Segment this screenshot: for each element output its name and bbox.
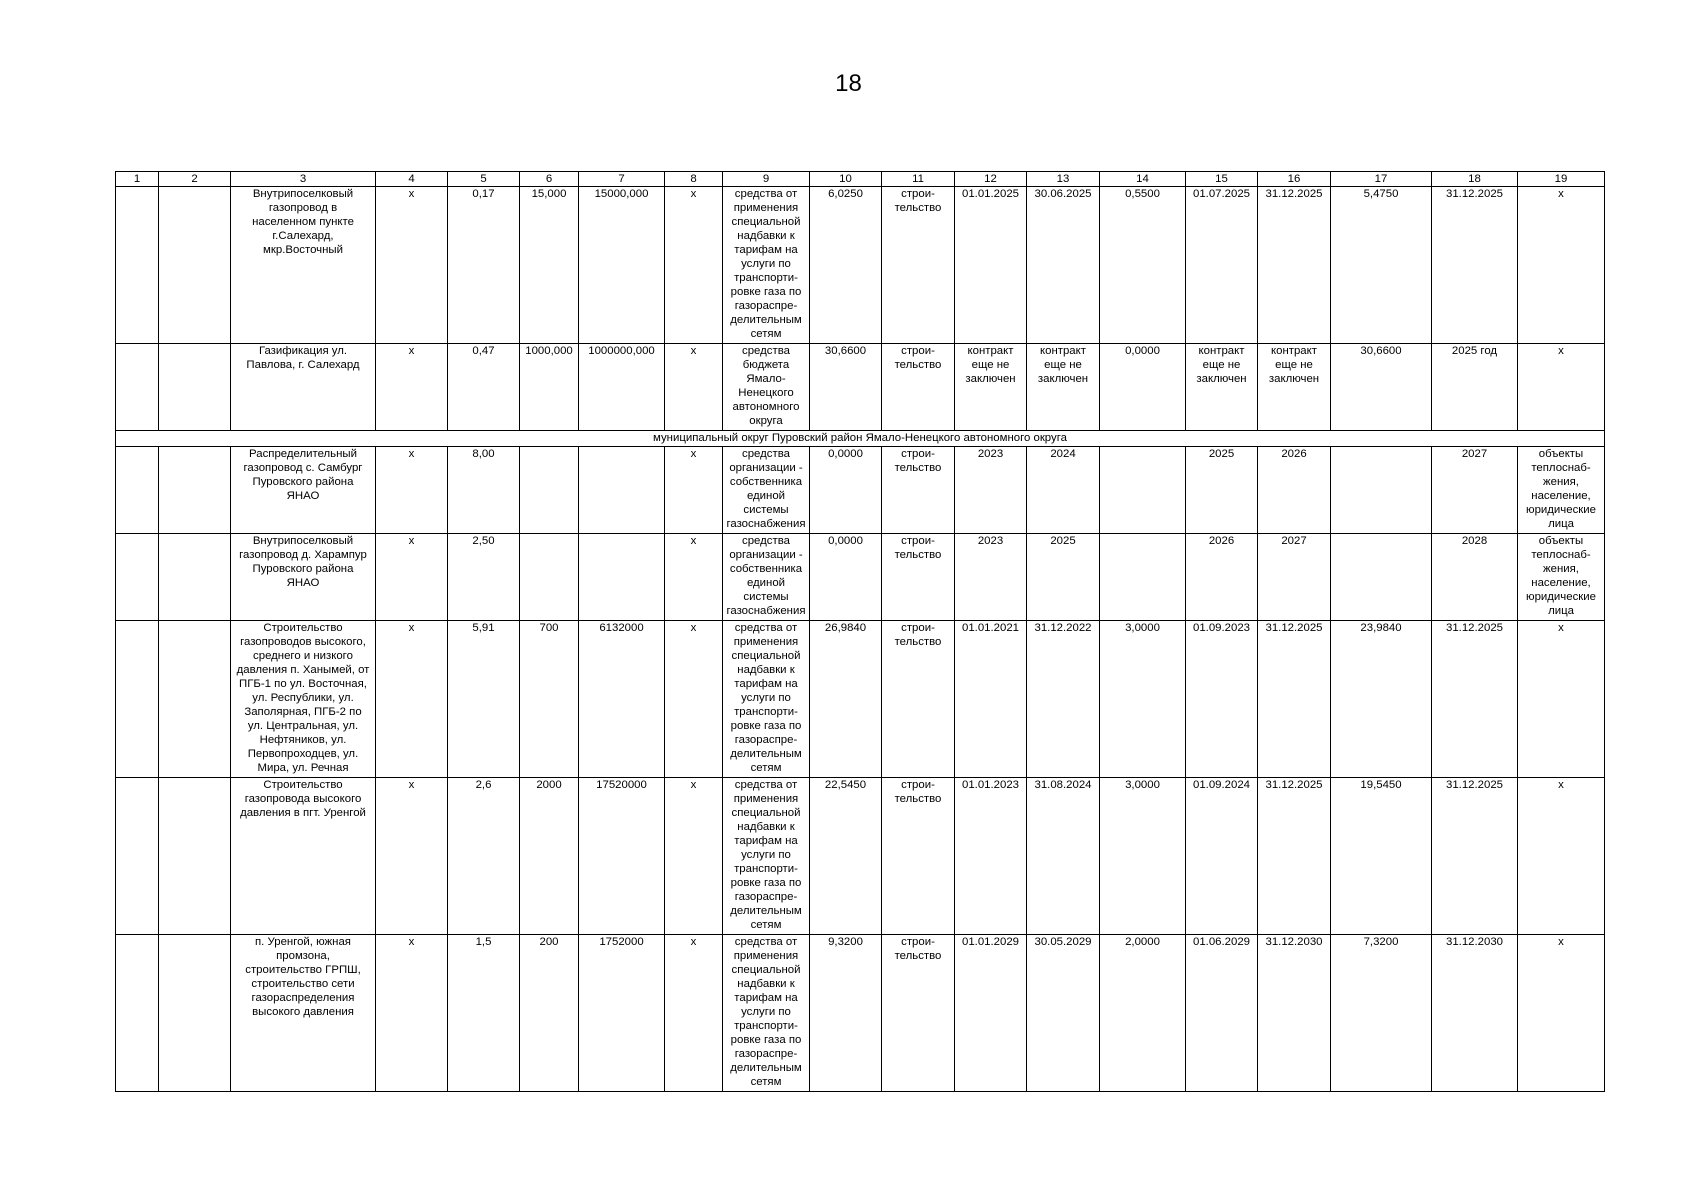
table-cell: контракт еще не заключен	[1258, 344, 1331, 431]
table-cell	[1100, 447, 1186, 534]
column-number-cell: 5	[448, 172, 520, 187]
column-number-cell: 16	[1258, 172, 1331, 187]
table-cell: x	[665, 778, 723, 935]
table-cell: 31.12.2025	[1258, 778, 1331, 935]
table-cell: 01.01.2023	[955, 778, 1027, 935]
table-cell: 3,0000	[1100, 621, 1186, 778]
table-cell: средства бюджета Ямало- Ненецкого автономного округа	[723, 344, 810, 431]
table-cell	[159, 778, 231, 935]
table-cell: 2000	[520, 778, 579, 935]
table-cell: 1752000	[579, 935, 665, 1092]
table-cell: строи- тельство	[882, 935, 955, 1092]
table-cell: 5,91	[448, 621, 520, 778]
table-cell: п. Уренгой, южная промзона, строительство ГРПШ, строительство сети газораспределения высокого давления	[231, 935, 376, 1092]
table-cell: 2025	[1027, 534, 1100, 621]
table-cell: 31.12.2025	[1258, 621, 1331, 778]
table-row	[116, 534, 1605, 621]
table-cell: 01.09.2023	[1186, 621, 1258, 778]
column-number-cell: 7	[579, 172, 665, 187]
table-cell: 31.12.2025	[1432, 621, 1518, 778]
table-cell: x	[665, 447, 723, 534]
table-cell	[159, 447, 231, 534]
table-cell: Строительство газопроводов высокого, среднего и низкого давления п. Ханымей, от ПГБ-1 по ул. Восточная, ул. Республики, ул. Заполярная, ПГБ-2 по ул. Центральная, ул. Нефтяников, ул. Первопроходцев, ул. Мира, ул. Речная	[231, 621, 376, 778]
table-cell: 30.06.2025	[1027, 187, 1100, 344]
table-cell: 2024	[1027, 447, 1100, 534]
table-cell: 2,50	[448, 534, 520, 621]
table-cell: контракт еще не заключен	[955, 344, 1027, 431]
table-cell: средства от применения специальной надбавки к тарифам на услуги по транспорти- ровке газа по газораспре- делительным сетям	[723, 778, 810, 935]
page-number: 18	[835, 70, 862, 97]
table-cell	[116, 187, 159, 344]
table-cell	[116, 534, 159, 621]
table-cell	[116, 344, 159, 431]
table-cell: 15000,000	[579, 187, 665, 344]
table-cell	[116, 621, 159, 778]
table-cell: 31.12.2025	[1432, 187, 1518, 344]
table-cell: строи- тельство	[882, 187, 955, 344]
table-cell	[579, 534, 665, 621]
table-cell: 01.07.2025	[1186, 187, 1258, 344]
table-cell: 30,6600	[810, 344, 882, 431]
table-cell	[116, 447, 159, 534]
table-cell: x	[1518, 778, 1605, 935]
column-number-cell: 8	[665, 172, 723, 187]
table-cell: 30.05.2029	[1027, 935, 1100, 1092]
table-cell: средства от применения специальной надбавки к тарифам на услуги по транспорти- ровке газа по газораспре- делительным сетям	[723, 621, 810, 778]
section-row	[116, 431, 1605, 447]
table-cell: 01.09.2024	[1186, 778, 1258, 935]
column-number-cell: 19	[1518, 172, 1605, 187]
table-cell: 31.12.2030	[1432, 935, 1518, 1092]
table-cell: 1000,000	[520, 344, 579, 431]
table-cell	[116, 778, 159, 935]
table-cell: 19,5450	[1331, 778, 1432, 935]
table-cell: 01.01.2029	[955, 935, 1027, 1092]
table-cell: 0,0000	[810, 447, 882, 534]
table-cell: средства от применения специальной надбавки к тарифам на услуги по транспорти- ровке газа по газораспре- делительным сетям	[723, 935, 810, 1092]
table-cell: Распределительный газопровод с. Самбург Пуровского района ЯНАО	[231, 447, 376, 534]
table-cell: 0,17	[448, 187, 520, 344]
table-cell: x	[665, 935, 723, 1092]
table-cell: x	[665, 621, 723, 778]
table-cell	[159, 621, 231, 778]
table-cell: строи- тельство	[882, 447, 955, 534]
column-number-cell: 13	[1027, 172, 1100, 187]
table-cell: 2025	[1186, 447, 1258, 534]
table-cell: 2,0000	[1100, 935, 1186, 1092]
table-cell: 1000000,000	[579, 344, 665, 431]
table-cell: строи- тельство	[882, 621, 955, 778]
table-cell: x	[376, 778, 448, 935]
table-cell: 31.12.2030	[1258, 935, 1331, 1092]
table-cell: контракт еще не заключен	[1027, 344, 1100, 431]
table-cell: 2028	[1432, 534, 1518, 621]
table-cell: 9,3200	[810, 935, 882, 1092]
table-cell: x	[665, 534, 723, 621]
column-number-cell: 14	[1100, 172, 1186, 187]
table-cell: 8,00	[448, 447, 520, 534]
section-title: муниципальный округ Пуровский район Ямало-Ненецкого автономного округа	[116, 431, 1605, 447]
table-cell: x	[1518, 344, 1605, 431]
investment-program-table	[115, 171, 1605, 1092]
column-number-cell: 18	[1432, 172, 1518, 187]
column-number-cell: 15	[1186, 172, 1258, 187]
table-cell: 1,5	[448, 935, 520, 1092]
table-cell: x	[1518, 935, 1605, 1092]
table-cell: Внутрипоселковый газопровод в населенном пункте г.Салехард, мкр.Восточный	[231, 187, 376, 344]
column-number-cell: 3	[231, 172, 376, 187]
table-cell: контракт еще не заключен	[1186, 344, 1258, 431]
column-number-cell: 10	[810, 172, 882, 187]
table-cell: 2025 год	[1432, 344, 1518, 431]
table-cell: 0,5500	[1100, 187, 1186, 344]
column-number-cell: 1	[116, 172, 159, 187]
table-cell	[579, 447, 665, 534]
column-number-cell: 2	[159, 172, 231, 187]
table-cell	[520, 534, 579, 621]
table-cell: 2027	[1258, 534, 1331, 621]
table-cell: x	[376, 935, 448, 1092]
table-cell: 01.01.2021	[955, 621, 1027, 778]
table-cell: объекты теплоснаб- жения, население, юридические лица	[1518, 447, 1605, 534]
table-cell: 6,0250	[810, 187, 882, 344]
table-cell: 2026	[1258, 447, 1331, 534]
table-cell: 3,0000	[1100, 778, 1186, 935]
table-cell: средства от применения специальной надбавки к тарифам на услуги по транспорти- ровке газа по газораспре- делительным сетям	[723, 187, 810, 344]
table-cell: средства организации - собственника единой системы газоснабжения	[723, 447, 810, 534]
table-cell: x	[665, 344, 723, 431]
table-cell: средства организации - собственника единой системы газоснабжения	[723, 534, 810, 621]
column-number-cell: 17	[1331, 172, 1432, 187]
table-cell: 6132000	[579, 621, 665, 778]
table-cell: 31.12.2025	[1258, 187, 1331, 344]
column-number-cell: 4	[376, 172, 448, 187]
table-cell: строи- тельство	[882, 778, 955, 935]
table-cell: 2023	[955, 534, 1027, 621]
table-cell: строи- тельство	[882, 344, 955, 431]
table-cell: 0,47	[448, 344, 520, 431]
table-cell: x	[376, 621, 448, 778]
table-row	[116, 187, 1605, 344]
table-cell: 15,000	[520, 187, 579, 344]
table-cell: x	[1518, 621, 1605, 778]
table-cell: 17520000	[579, 778, 665, 935]
table-row	[116, 344, 1605, 431]
table-cell: 01.01.2025	[955, 187, 1027, 344]
table-cell	[159, 534, 231, 621]
table-cell: 5,4750	[1331, 187, 1432, 344]
table-cell: 30,6600	[1331, 344, 1432, 431]
table-cell	[159, 187, 231, 344]
table-cell	[1100, 534, 1186, 621]
table-cell: 31.12.2025	[1432, 778, 1518, 935]
table-row	[116, 621, 1605, 778]
table-cell: 200	[520, 935, 579, 1092]
column-number-cell: 11	[882, 172, 955, 187]
table-cell	[116, 935, 159, 1092]
table-cell: x	[376, 447, 448, 534]
table-cell: Строительство газопровода высокого давления в пгт. Уренгой	[231, 778, 376, 935]
table-cell: 0,0000	[1100, 344, 1186, 431]
column-number-cell: 9	[723, 172, 810, 187]
table-cell	[1331, 534, 1432, 621]
table-cell: 2027	[1432, 447, 1518, 534]
table-cell	[520, 447, 579, 534]
table-cell	[1331, 447, 1432, 534]
table-cell	[159, 344, 231, 431]
table-cell: 26,9840	[810, 621, 882, 778]
column-number-cell: 6	[520, 172, 579, 187]
table-cell: 01.06.2029	[1186, 935, 1258, 1092]
table-cell: 700	[520, 621, 579, 778]
table-cell: x	[376, 187, 448, 344]
table-row	[116, 935, 1605, 1092]
table-cell: 7,3200	[1331, 935, 1432, 1092]
table-cell: x	[665, 187, 723, 344]
table-cell: 2,6	[448, 778, 520, 935]
table-cell: x	[376, 344, 448, 431]
table-cell: 2026	[1186, 534, 1258, 621]
table-cell: Газификация ул. Павлова, г. Салехард	[231, 344, 376, 431]
table-cell: 22,5450	[810, 778, 882, 935]
table-cell: объекты теплоснаб- жения, население, юридические лица	[1518, 534, 1605, 621]
table-cell	[159, 935, 231, 1092]
table-cell: 31.08.2024	[1027, 778, 1100, 935]
column-number-cell: 12	[955, 172, 1027, 187]
table-row	[116, 778, 1605, 935]
table-cell: 31.12.2022	[1027, 621, 1100, 778]
table-cell: 0,0000	[810, 534, 882, 621]
table-cell: 23,9840	[1331, 621, 1432, 778]
table-cell: x	[1518, 187, 1605, 344]
table-cell: Внутрипоселковый газопровод д. Харампур Пуровского района ЯНАО	[231, 534, 376, 621]
table-cell: x	[376, 534, 448, 621]
table-cell: строи- тельство	[882, 534, 955, 621]
table-cell: 2023	[955, 447, 1027, 534]
table-row	[116, 447, 1605, 534]
column-number-row	[116, 172, 1605, 187]
